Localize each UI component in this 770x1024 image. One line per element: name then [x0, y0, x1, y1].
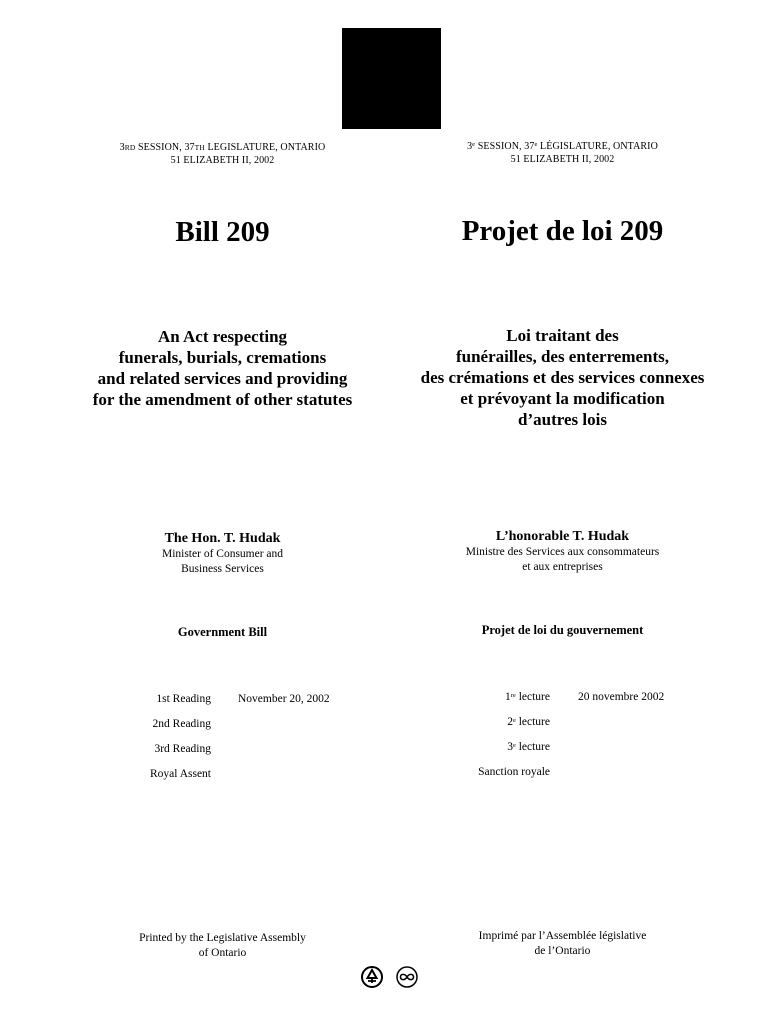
sponsor-role-fr: Ministre des Services aux consommateurs et aux entreprises: [465, 546, 660, 573]
reading-date-fr: 20 novembre 2002: [578, 691, 665, 703]
bill-title-fr: Projet de loi 209: [461, 215, 664, 247]
reading-label-fr: Sanction royale: [478, 766, 550, 778]
reading-label-fr: 1re lecture: [505, 691, 550, 703]
printer-en: Printed by the Legislative Assembly of Ontario: [139, 932, 306, 959]
recycle-icon: [361, 966, 383, 988]
reading-label-en: 2nd Reading: [152, 718, 211, 730]
coat-of-arms-emblem: [342, 28, 441, 129]
reading-date-en: November 20, 2002: [238, 693, 330, 705]
session-header-en: 3RD SESSION, 37TH LEGISLATURE, ONTARIO 51 ELIZABETH II, 2002: [60, 141, 385, 167]
permanent-paper-icon: [396, 966, 418, 988]
reading-label-fr: 2e lecture: [507, 716, 550, 728]
sponsor-fr: [395, 528, 730, 575]
reading-label-en: 1st Reading: [156, 693, 211, 705]
printer-fr: Imprimé par l’Assemblée législative de l’Ontario: [478, 930, 647, 957]
sponsor-role-en: Minister of Consumer and Business Services: [161, 548, 284, 575]
session-header-fr: 3e SESSION, 37e LÉGISLATURE, ONTARIO 51 ELIZABETH II, 2002: [395, 140, 730, 166]
regnal-year-en: 51 ELIZABETH II, 2002: [170, 155, 275, 166]
act-title-fr: Loi traitant des funérailles, des enterrements, des crémations et des services connexes et prévoyant la modification d’autres lois: [420, 326, 705, 429]
sponsor-en: [60, 530, 385, 577]
bill-type-en: Government Bill: [177, 625, 268, 639]
sponsor-name-fr: L’honorable T. Hudak: [495, 529, 630, 544]
regnal-year-fr: 51 ELIZABETH II, 2002: [510, 154, 615, 165]
act-title-en: An Act respecting funerals, burials, cremations and related services and providing for the amendment of other statutes: [92, 327, 353, 409]
bill-title-en: Bill 209: [175, 216, 270, 248]
sponsor-name-en: The Hon. T. Hudak: [164, 531, 281, 546]
reading-label-en: Royal Assent: [149, 768, 211, 780]
bill-type-fr: Projet de loi du gouvernement: [481, 623, 644, 637]
reading-label-en: 3rd Reading: [154, 743, 211, 755]
reading-label-fr: 3e lecture: [507, 741, 550, 753]
